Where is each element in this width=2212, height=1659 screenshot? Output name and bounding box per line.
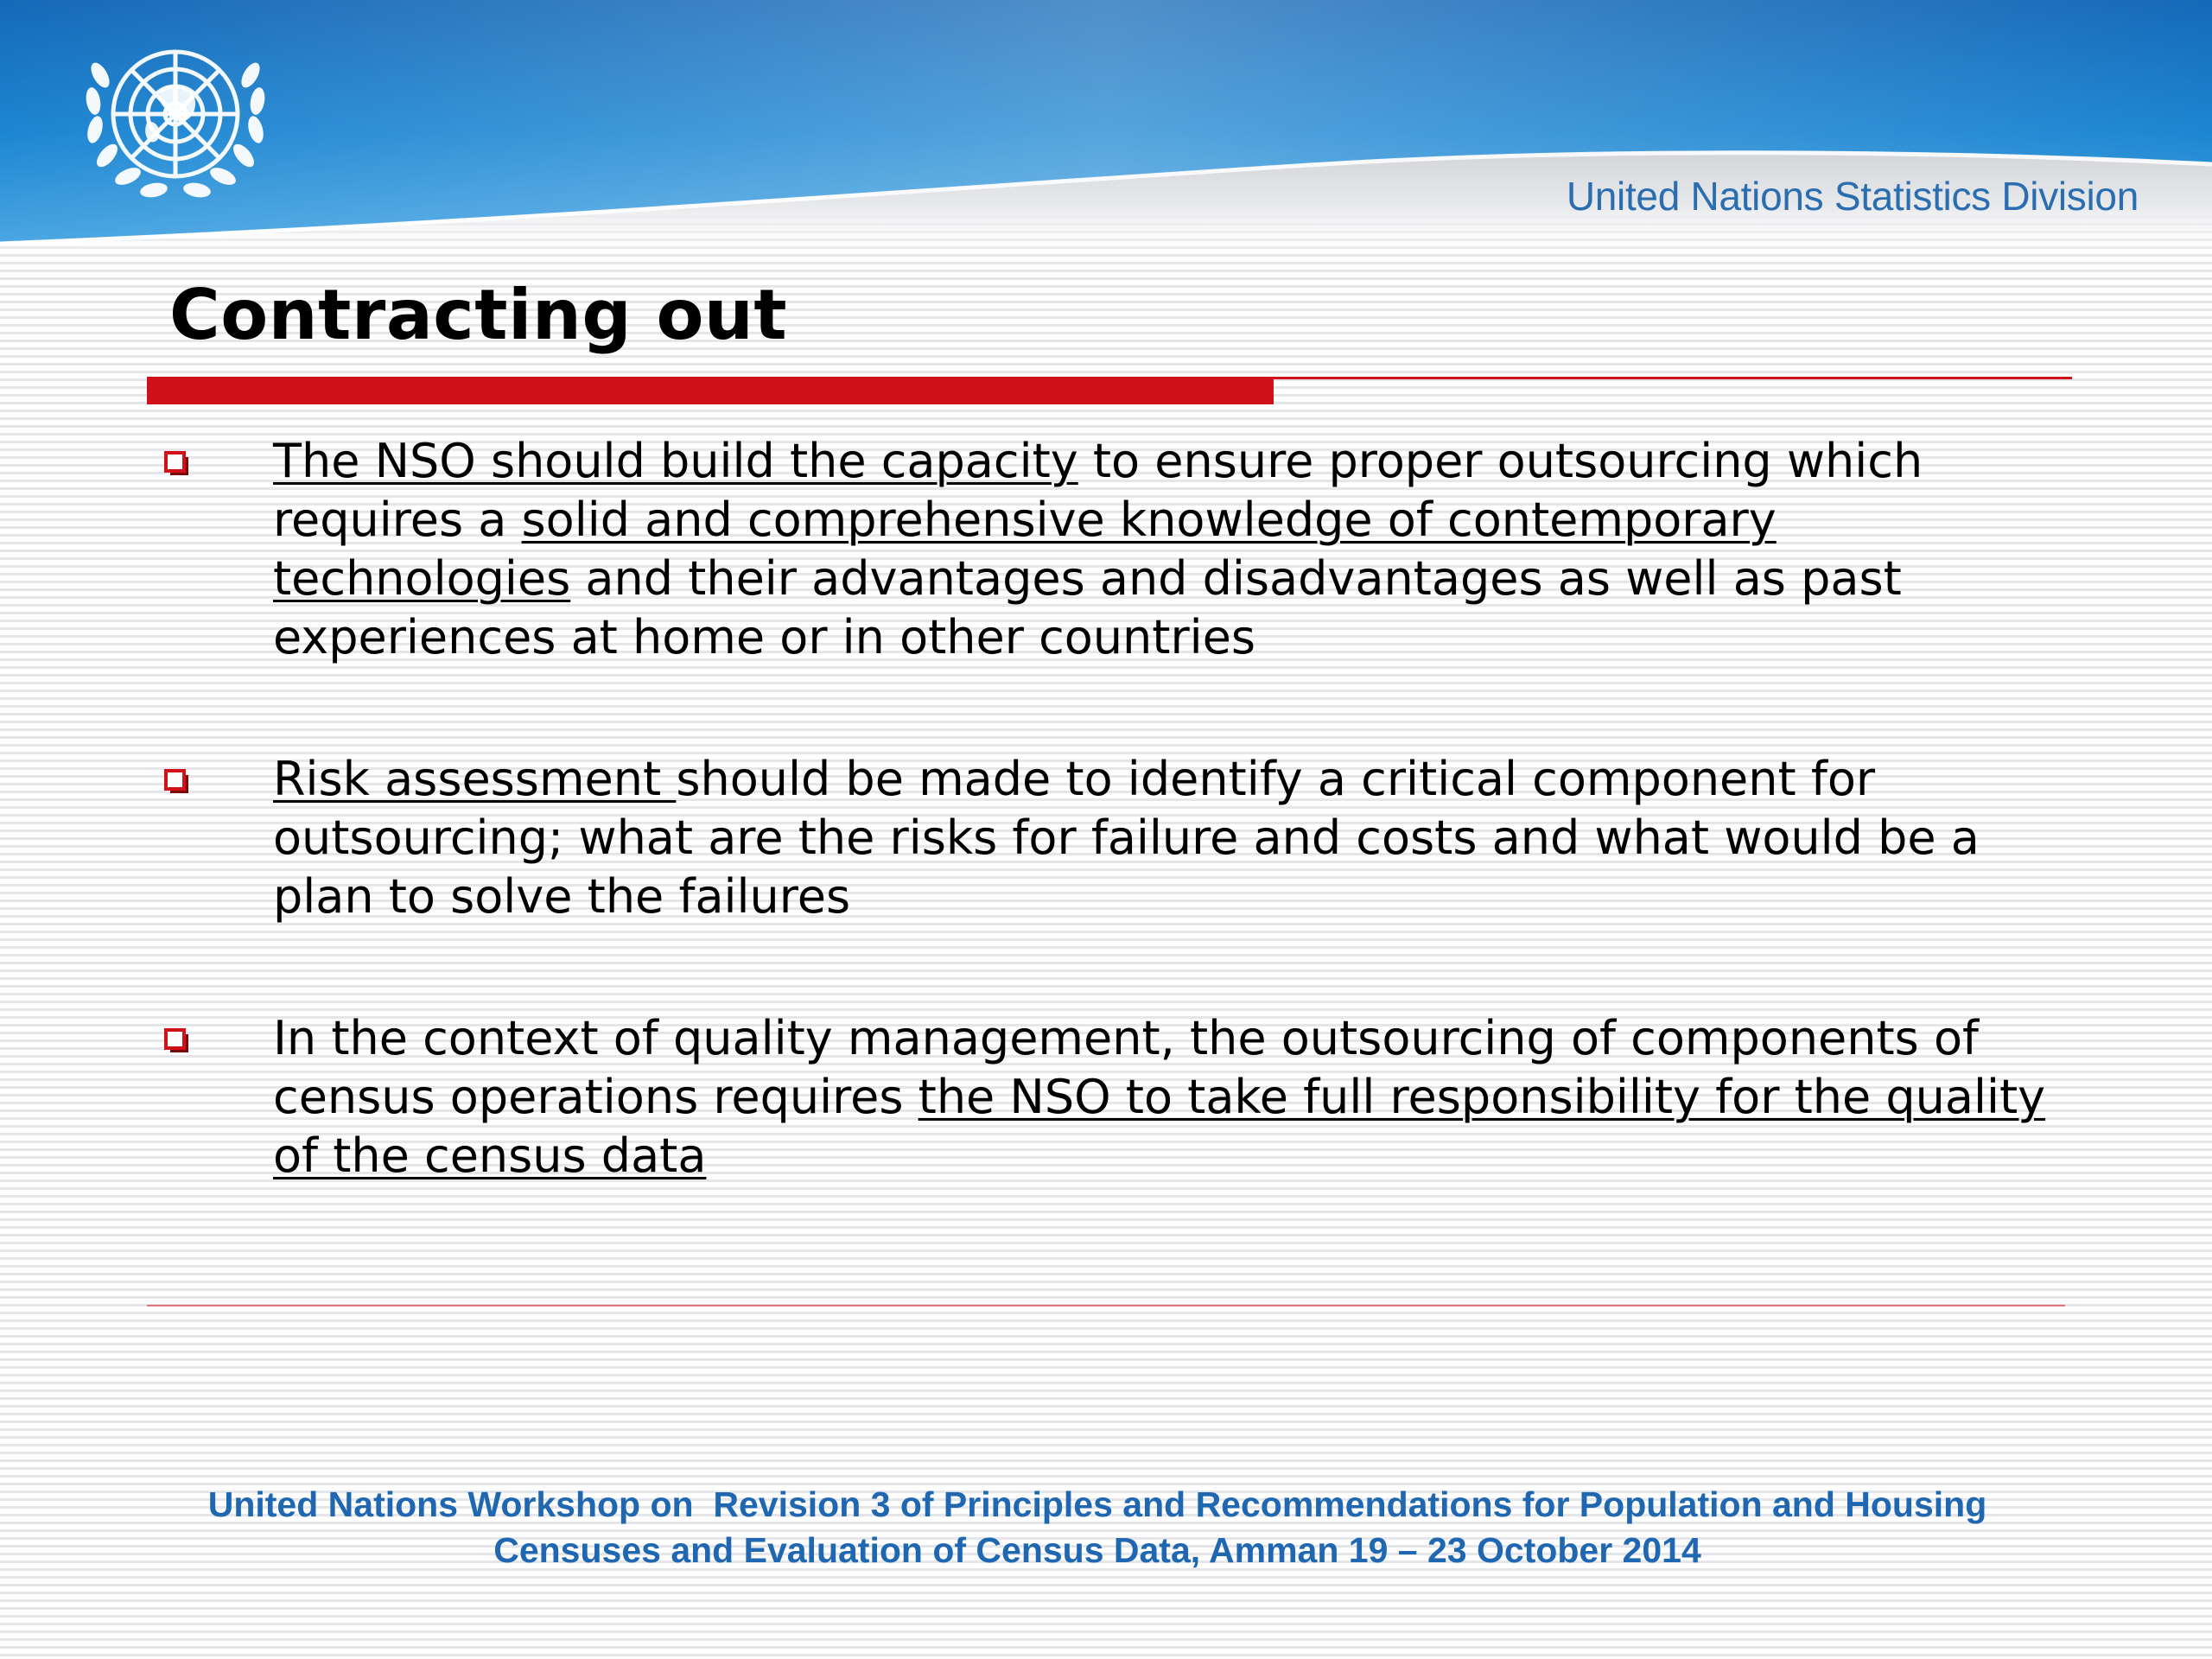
bullet-text	[273, 1009, 2062, 1185]
bottom-divider	[147, 1305, 2065, 1306]
bullet-segment: should be made to identify a critical component for outsourcing; what are the risks for failure and costs and what would be a plan to solve the failures	[273, 752, 1980, 924]
un-emblem-icon	[67, 28, 283, 213]
footer-line-2: Censuses and Evaluation of Census Data, Amman 19 – 23 October 2014	[493, 1530, 1701, 1570]
bullet-item	[161, 432, 2062, 667]
checkbox-bullet-icon	[164, 1028, 190, 1054]
checkbox-bullet-icon	[164, 769, 190, 795]
bullet-item	[161, 750, 2062, 926]
bullet-segment: the NSO to take full responsibility for the quality of the census data	[273, 1070, 2046, 1183]
footer-line-1: United Nations Workshop on Revision 3 of Principles and Recommendations for Population and Housing	[207, 1484, 1987, 1524]
bullet-segment: The NSO should build the capacity	[273, 434, 1078, 488]
header-banner	[0, 0, 2212, 259]
header-background	[0, 0, 2212, 259]
bullet-item	[161, 1009, 2062, 1185]
bullet-list	[161, 432, 2062, 1185]
bullet-segment: and their advantages and disadvantages as well as past experiences at home or in other countries	[273, 551, 1902, 664]
bullet-segment: Risk assessment	[273, 752, 677, 806]
slide-title: Contracting out	[169, 275, 788, 355]
bullet-text	[273, 750, 2062, 926]
division-label: United Nations Statistics Division	[1566, 174, 2139, 219]
bullet-text	[273, 432, 2062, 667]
title-underline-thick	[147, 377, 1274, 404]
checkbox-bullet-icon	[164, 451, 190, 477]
bullet-segment: to ensure proper outsourcing which requires a	[273, 434, 1923, 547]
footer-caption	[86, 1482, 2108, 1573]
bullet-segment: solid and comprehensive knowledge of contemporary technologies	[273, 493, 1777, 606]
bullet-segment: In the context of quality management, the outsourcing of components of census operations requires	[273, 1011, 1980, 1124]
title-underline-thin	[1274, 377, 2072, 379]
